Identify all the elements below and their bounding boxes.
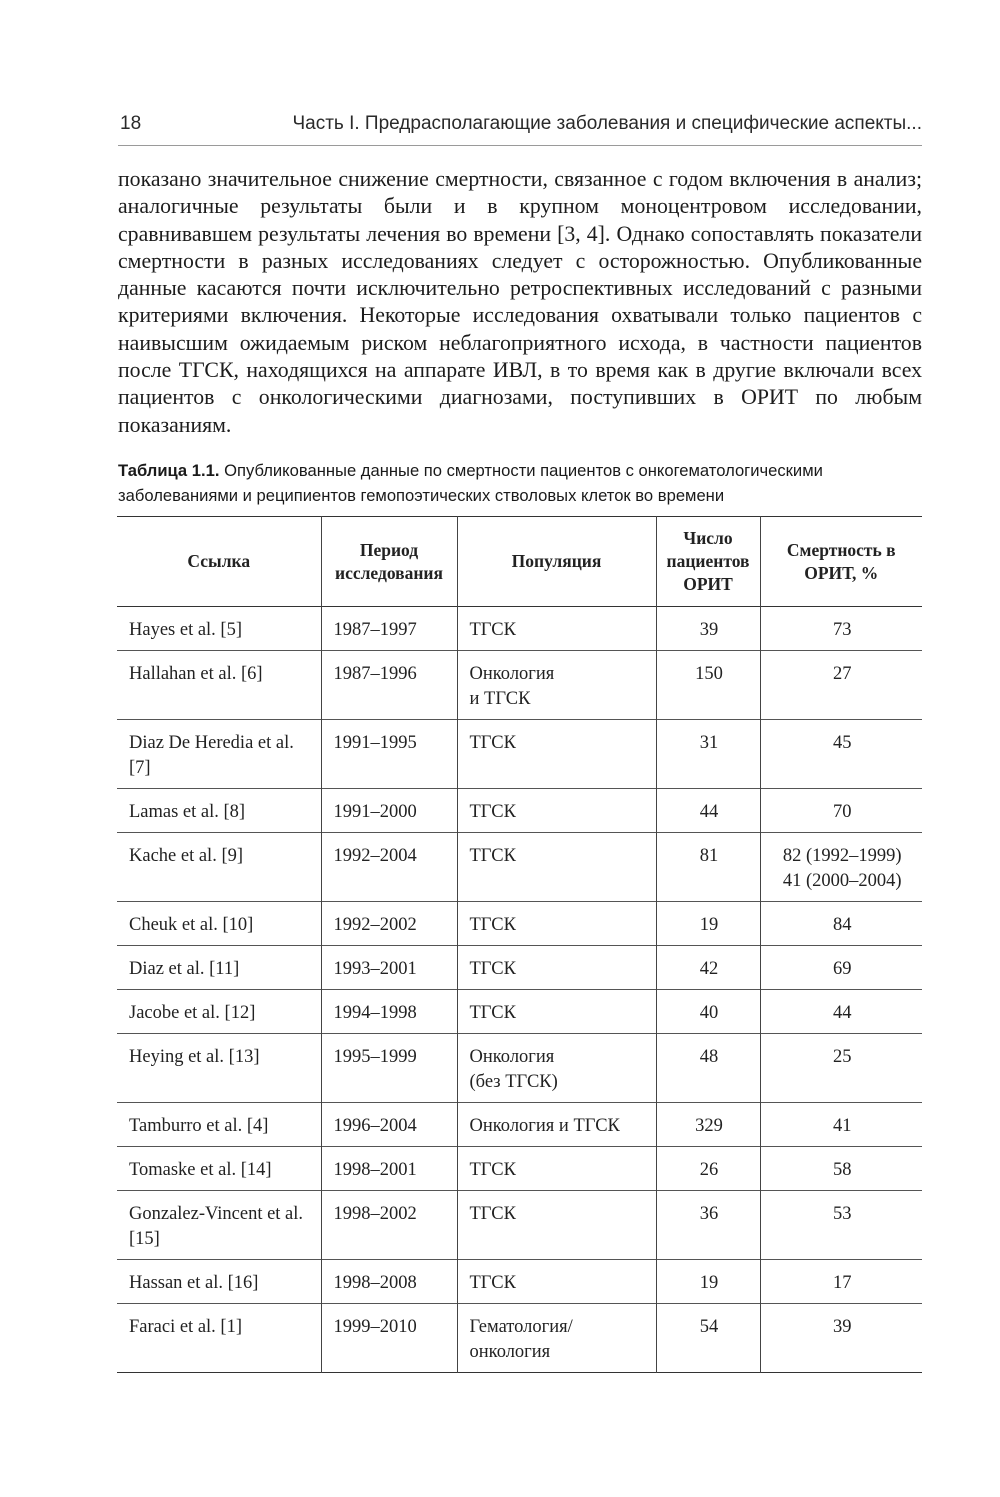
- cell-reference: Hallahan et al. [6]: [129, 664, 263, 684]
- cell-population: ТГСК: [457, 720, 656, 789]
- cell-patients: 54: [656, 1304, 760, 1373]
- cell-patients: 44: [656, 789, 760, 833]
- header-mortality: Смертность в ОРИТ, %: [760, 517, 922, 607]
- table-row: [117, 1191, 922, 1260]
- cell-mortality: 25: [760, 1034, 922, 1103]
- page-header: [118, 110, 922, 142]
- cell-patients: 42: [656, 946, 760, 990]
- table-row: [117, 720, 922, 789]
- cell-mortality: 84: [760, 902, 922, 946]
- cell-mortality: 17: [760, 1260, 922, 1304]
- cell-population: Онкология и ТГСК: [457, 651, 656, 720]
- cell-population: ТГСК: [457, 1191, 656, 1260]
- cell-population: ТГСК: [457, 607, 656, 651]
- mortality-table: [117, 516, 922, 1373]
- table-row: [117, 789, 922, 833]
- cell-patients: 19: [656, 1260, 760, 1304]
- table-header-row: [117, 517, 922, 607]
- cell-reference: Lamas et al. [8]: [129, 802, 246, 822]
- cell-population: ТГСК: [457, 833, 656, 902]
- table-row: [117, 651, 922, 720]
- table-row: [117, 1304, 922, 1373]
- cell-period: 1987–1997: [321, 607, 457, 651]
- cell-population: ТГСК: [457, 946, 656, 990]
- body-paragraph: показано значительное снижение смертности, связанное с годом включения в анализ; аналогичные результаты были и в крупном моноцентровом исследовании, сравнивавшем результаты лечения во времени [3, 4]. Однако сопоставлять показатели смертности в разных исследованиях следует с осторожностью. Опубликованные данные касаются почти исключительно ретроспективных исследований с разными критериями включения. Некоторые исследования охватывали только пациентов с наивысшим ожидаемым риском неблагоприятного исхода, в частности пациентов после ТГСК, находящихся на аппарате ИВЛ, в то время как в другие включали всех пациентов с онкологическими диагнозами, поступивших в ОРИТ по любым показаниям.: [118, 167, 922, 437]
- cell-patients: 19: [656, 902, 760, 946]
- cell-reference: Hassan et al. [16]: [129, 1273, 259, 1293]
- cell-mortality: 82 (1992–1999) 41 (2000–2004): [760, 833, 922, 902]
- cell-patients: 48: [656, 1034, 760, 1103]
- cell-reference: Faraci et al. [1]: [129, 1317, 242, 1337]
- cell-population: ТГСК: [457, 1260, 656, 1304]
- table-row: [117, 990, 922, 1034]
- cell-mortality: 69: [760, 946, 922, 990]
- cell-reference: Tomaske et al. [14]: [129, 1160, 272, 1180]
- cell-patients: 26: [656, 1147, 760, 1191]
- table-row: [117, 946, 922, 990]
- table-header: [117, 517, 922, 607]
- cell-period: 1993–2001: [321, 946, 457, 990]
- header-patients: Число пациентов ОРИТ: [656, 517, 760, 607]
- cell-mortality: 73: [760, 607, 922, 651]
- cell-period: 1991–2000: [321, 789, 457, 833]
- cell-population: Гематология/ онкология: [457, 1304, 656, 1373]
- cell-mortality: 70: [760, 789, 922, 833]
- cell-population: ТГСК: [457, 902, 656, 946]
- cell-period: 1999–2010: [321, 1304, 457, 1373]
- cell-patients: 36: [656, 1191, 760, 1260]
- cell-mortality: 27: [760, 651, 922, 720]
- header-reference: Ссылка: [187, 551, 251, 571]
- cell-patients: 39: [656, 607, 760, 651]
- cell-period: 1992–2002: [321, 902, 457, 946]
- table-row: [117, 1147, 922, 1191]
- cell-period: 1994–1998: [321, 990, 457, 1034]
- running-title: Часть I. Предрасполагающие заболевания и специфические аспекты...: [292, 113, 922, 134]
- cell-mortality: 44: [760, 990, 922, 1034]
- cell-mortality: 58: [760, 1147, 922, 1191]
- cell-period: 1998–2001: [321, 1147, 457, 1191]
- page-number: 18: [120, 113, 142, 134]
- cell-reference: Kache et al. [9]: [129, 846, 244, 866]
- cell-mortality: 39: [760, 1304, 922, 1373]
- cell-mortality: 53: [760, 1191, 922, 1260]
- cell-period: 1996–2004: [321, 1103, 457, 1147]
- cell-period: 1998–2002: [321, 1191, 457, 1260]
- table-caption-label: Таблица 1.1.: [118, 461, 220, 480]
- cell-mortality: 41: [760, 1103, 922, 1147]
- cell-reference: Cheuk et al. [10]: [129, 915, 254, 935]
- table-row: [117, 1034, 922, 1103]
- cell-period: 1998–2008: [321, 1260, 457, 1304]
- table-caption: [118, 458, 928, 508]
- cell-patients: 150: [656, 651, 760, 720]
- cell-period: 1995–1999: [321, 1034, 457, 1103]
- cell-reference: Gonzalez-Vincent et al. [15]: [129, 1204, 304, 1249]
- table-row: [117, 1103, 922, 1147]
- cell-population: ТГСК: [457, 1147, 656, 1191]
- table-caption-text: Опубликованные данные по смертности пациентов с онкогематологическими заболеваниями и реципиентов гемопоэтических стволовых клеток во времени: [118, 461, 823, 505]
- table-body: [117, 607, 922, 1373]
- cell-patients: 81: [656, 833, 760, 902]
- cell-reference: Diaz et al. [11]: [129, 959, 240, 979]
- table-row: [117, 607, 922, 651]
- cell-reference: Hayes et al. [5]: [129, 620, 243, 640]
- cell-population: ТГСК: [457, 990, 656, 1034]
- cell-reference: Jacobe et al. [12]: [129, 1003, 256, 1023]
- table-row: [117, 833, 922, 902]
- cell-population: Онкология (без ТГСК): [457, 1034, 656, 1103]
- cell-patients: 329: [656, 1103, 760, 1147]
- cell-reference: Tamburro et al. [4]: [129, 1116, 269, 1136]
- cell-patients: 40: [656, 990, 760, 1034]
- cell-patients: 31: [656, 720, 760, 789]
- header-divider: [118, 145, 922, 146]
- cell-period: 1991–1995: [321, 720, 457, 789]
- cell-reference: Heying et al. [13]: [129, 1047, 260, 1067]
- cell-reference: Diaz De Heredia et al. [7]: [129, 733, 294, 778]
- table-row: [117, 902, 922, 946]
- cell-period: 1987–1996: [321, 651, 457, 720]
- cell-period: 1992–2004: [321, 833, 457, 902]
- header-period: Период исследования: [321, 517, 457, 607]
- table-row: [117, 1260, 922, 1304]
- cell-mortality: 45: [760, 720, 922, 789]
- header-population: Популяция: [457, 517, 656, 607]
- cell-population: Онкология и ТГСК: [457, 1103, 656, 1147]
- cell-population: ТГСК: [457, 789, 656, 833]
